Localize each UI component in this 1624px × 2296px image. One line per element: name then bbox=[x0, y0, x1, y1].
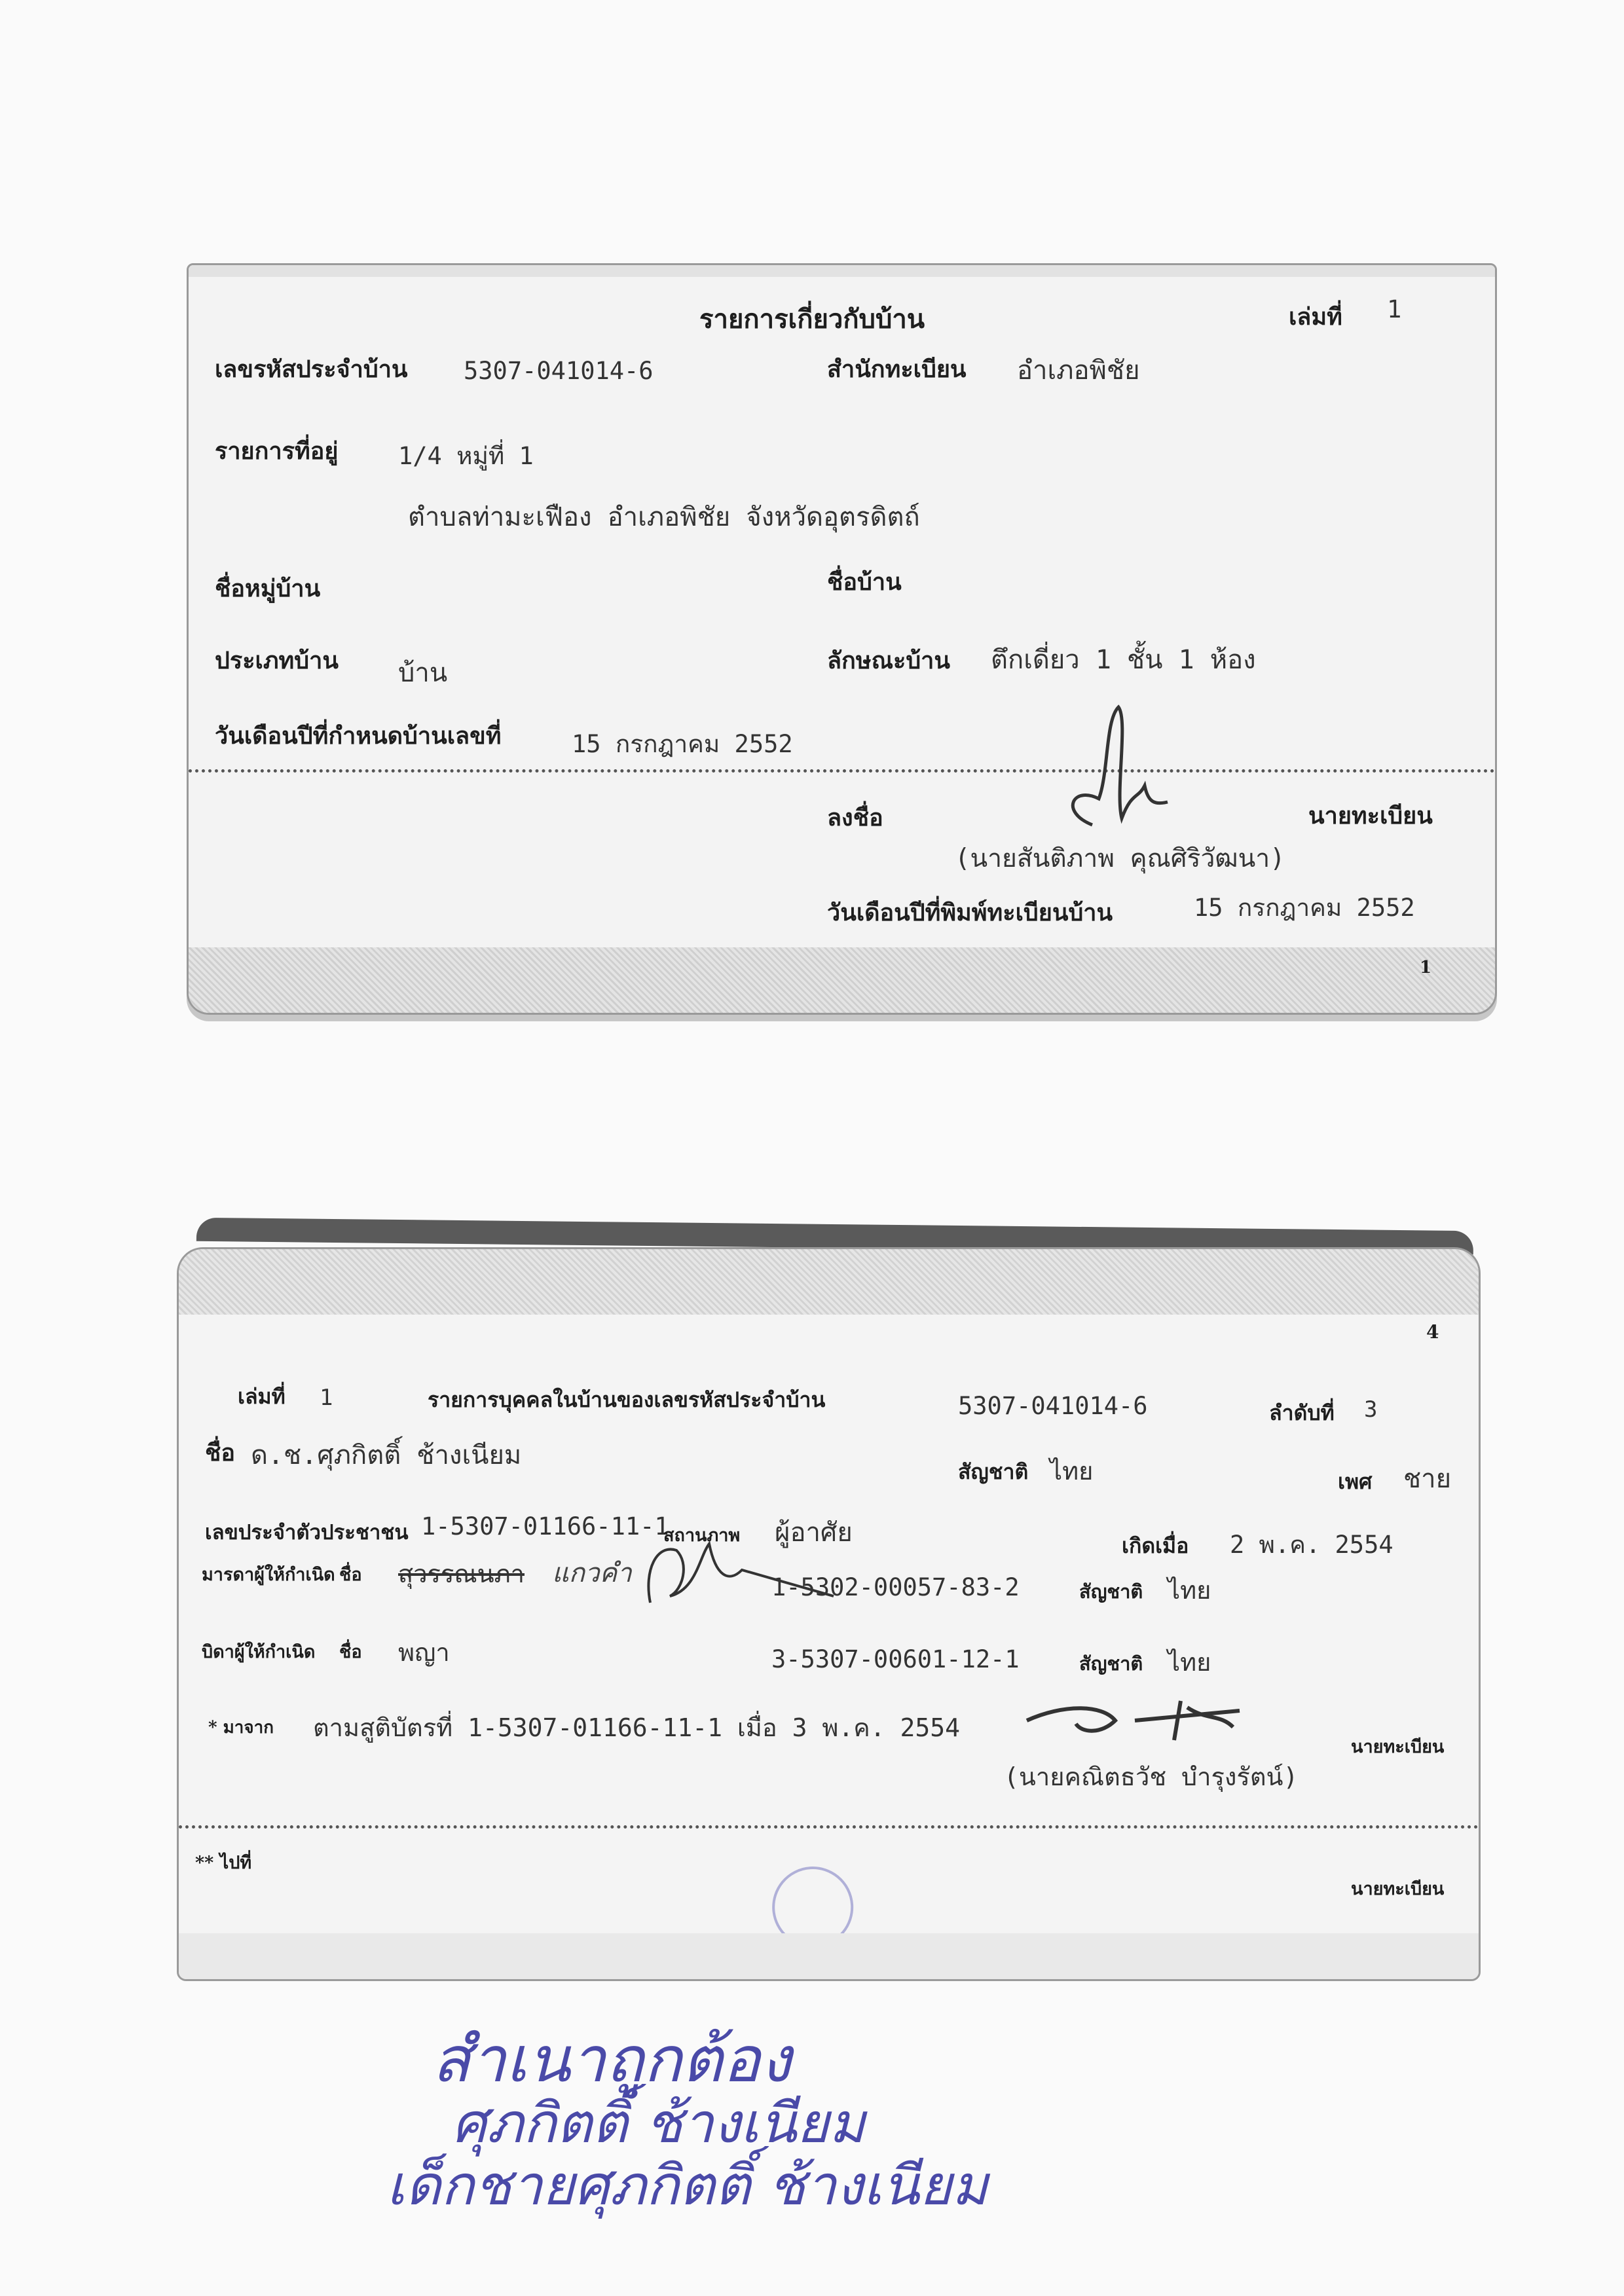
address-line-2: ตำบลท่ามะเฟือง อำเภอพิชัย จังหวัดอุตรดิตถ์ bbox=[408, 502, 920, 532]
birth-label: เกิดเมื่อ bbox=[1122, 1533, 1189, 1558]
book-label: เล่มที่ bbox=[1289, 303, 1342, 331]
father-nationality-value: ไทย bbox=[1168, 1648, 1211, 1677]
mother-nationality-label: สัญชาติ bbox=[1079, 1580, 1143, 1603]
certified-copy-note: สำเนาถูกต้อง bbox=[432, 2023, 791, 2096]
father-nationality-label: สัญชาติ bbox=[1079, 1652, 1143, 1675]
handwritten-name: ศุภกิตติ์ ช้างเนียม bbox=[452, 2091, 866, 2155]
book-label: เล่มที่ bbox=[238, 1384, 286, 1409]
person-name: ด.ช.ศุภกิตติ์ ช้างเนียม bbox=[251, 1440, 522, 1470]
print-date-label: วันเดือนปีที่พิมพ์ทะเบียนบ้าน bbox=[827, 899, 1113, 926]
card-top-band bbox=[189, 265, 1495, 277]
dotted-divider bbox=[179, 1825, 1479, 1829]
dotted-divider bbox=[189, 769, 1495, 773]
registrar-signature bbox=[1024, 1694, 1259, 1747]
assigned-date-label: วันเดือนปีที่กำหนดบ้านเลขที่ bbox=[215, 722, 502, 750]
sex-label: เพศ bbox=[1338, 1469, 1373, 1494]
page-number: 1 bbox=[1420, 958, 1432, 977]
card-title: รายการบุคคลในบ้านของเลขรหัสประจำบ้าน bbox=[428, 1387, 826, 1412]
book-number: 1 bbox=[320, 1385, 333, 1411]
card-bottom-band bbox=[189, 947, 1495, 1013]
order-label: ลำดับที่ bbox=[1269, 1400, 1335, 1425]
father-name-value: พญา bbox=[398, 1638, 450, 1667]
registry-office-value: อำเภอพิชัย bbox=[1017, 355, 1140, 386]
house-code-value: 5307-041014-6 bbox=[958, 1392, 1148, 1420]
house-type-label: ประเภทบ้าน bbox=[215, 647, 339, 674]
citizen-id-value: 1-5307-01166-11-1 bbox=[421, 1512, 669, 1540]
village-name-label: ชื่อหมู่บ้าน bbox=[215, 575, 321, 602]
registry-office-label: สำนักทะเบียน bbox=[827, 355, 967, 383]
handwritten-full-name: เด็กชายศุภกิตติ์ ช้างเนียม bbox=[386, 2153, 988, 2217]
house-style-value: ตึกเดี่ยว 1 ชั้น 1 ห้อง bbox=[991, 645, 1256, 675]
father-id-value: 3-5307-00601-12-1 bbox=[771, 1645, 1020, 1673]
house-type-value: บ้าน bbox=[398, 658, 448, 688]
registrar-name: (นายสันติภาพ คุณศิริวัฒนา) bbox=[955, 844, 1285, 873]
sign-label: ลงชื่อ bbox=[827, 804, 883, 831]
registrar-label-2: นายทะเบียน bbox=[1351, 1879, 1445, 1899]
mother-label: มารดาผู้ให้กำเนิด bbox=[202, 1565, 335, 1585]
book-number: 1 bbox=[1387, 295, 1402, 323]
birth-date-value: 2 พ.ค. 2554 bbox=[1230, 1531, 1393, 1559]
name-label: ชื่อ bbox=[205, 1439, 236, 1467]
house-name-label: ชื่อบ้าน bbox=[827, 568, 902, 596]
registrar-name: (นายคณิตธวัช บำรุงรัตน์) bbox=[1004, 1762, 1299, 1791]
nationality-label: สัญชาติ bbox=[958, 1459, 1029, 1484]
from-label: * มาจาก bbox=[208, 1718, 274, 1738]
mother-nationality-value: ไทย bbox=[1168, 1576, 1211, 1605]
house-style-label: ลักษณะบ้าน bbox=[827, 647, 950, 674]
status-label: สถานภาพ bbox=[663, 1525, 741, 1546]
person-details-card bbox=[177, 1247, 1481, 1981]
citizen-id-label: เลขประจำตัวประชาชน bbox=[205, 1521, 409, 1544]
house-code-value: 5307-041014-6 bbox=[464, 357, 654, 385]
house-code-label: เลขรหัสประจำบ้าน bbox=[215, 355, 408, 383]
registrar-label: นายทะเบียน bbox=[1308, 802, 1433, 829]
father-label: บิดาผู้ให้กำเนิด bbox=[202, 1642, 316, 1662]
registrar-signature bbox=[1046, 694, 1177, 845]
assigned-date-value: 15 กรกฎาคม 2552 bbox=[572, 730, 793, 758]
address-label: รายการที่อยู่ bbox=[215, 437, 339, 465]
sex-value: ชาย bbox=[1403, 1464, 1452, 1494]
card-title: รายการเกี่ยวกับบ้าน bbox=[699, 304, 925, 335]
mother-name-struck: สุวรรณนภา bbox=[398, 1559, 525, 1588]
from-text: ตามสูติบัตรที่ 1-5307-01166-11-1 เมื่อ 3 พ.ค. 2554 bbox=[313, 1713, 960, 1742]
status-value: ผู้อาศัย bbox=[775, 1518, 853, 1548]
card-bottom-strip bbox=[179, 1933, 1479, 1979]
nationality-value: ไทย bbox=[1050, 1457, 1094, 1485]
mother-id-value: 1-5302-00057-83-2 bbox=[771, 1573, 1020, 1601]
address-line-1: 1/4 หมู่ที่ 1 bbox=[398, 442, 534, 470]
mother-name-handwritten: แกวคำ bbox=[552, 1558, 632, 1588]
print-date-value: 15 กรกฎาคม 2552 bbox=[1194, 894, 1415, 922]
house-details-card bbox=[187, 263, 1497, 1015]
page-number: 4 bbox=[1426, 1321, 1439, 1343]
order-number: 3 bbox=[1364, 1396, 1378, 1423]
registrar-label: นายทะเบียน bbox=[1351, 1737, 1445, 1757]
father-name-label: ชื่อ bbox=[339, 1642, 362, 1662]
mother-name-label: ชื่อ bbox=[339, 1565, 362, 1585]
card-top-band bbox=[179, 1249, 1479, 1315]
move-to-label: ** ไปที่ bbox=[195, 1853, 252, 1873]
